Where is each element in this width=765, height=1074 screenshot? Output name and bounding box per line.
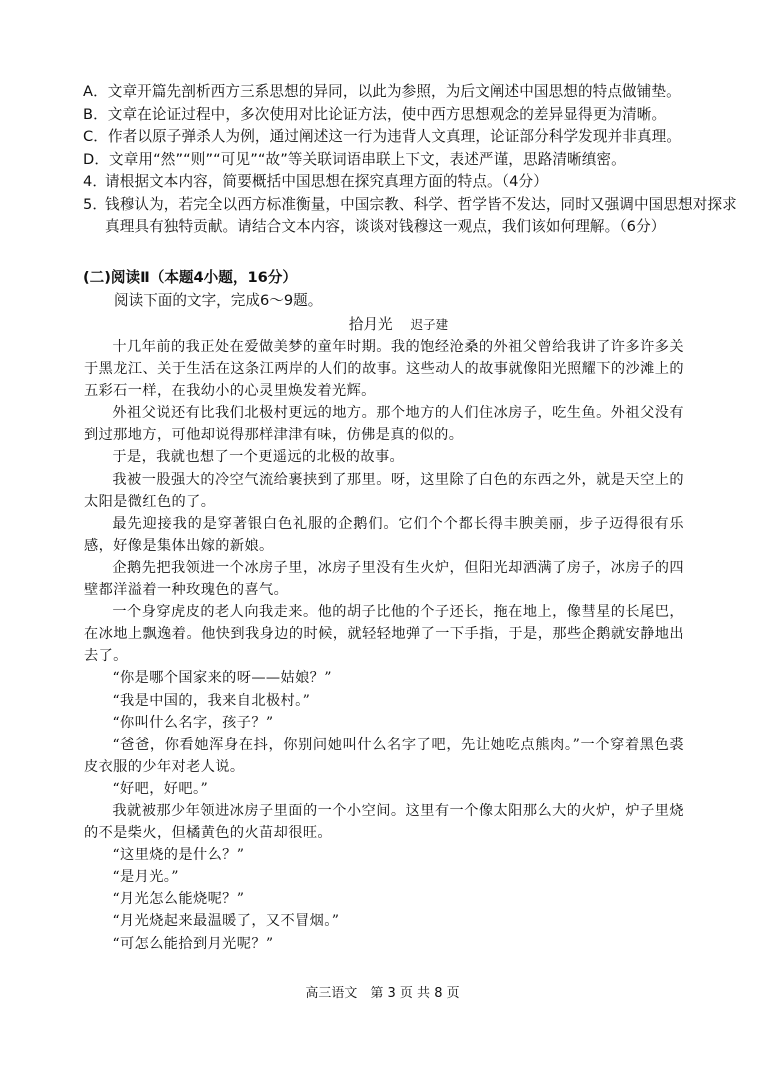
question-4 [83, 171, 743, 194]
option-b: B．文章在论证过程中，多次使用对比论证方法，使中西方思想观念的差异显得更为清晰。 [83, 105, 667, 123]
option-c: C．作者以原子弹杀人为例，通过阐述这一行为违背人文真理，论证部分科学发现并非真理。 [83, 128, 682, 145]
story-paragraph: “你叫什么名字，孩子？” [112, 714, 274, 731]
story-paragraph: 一个身穿虎皮的老人向我走来。他的胡子比他的个子还长，拖在地上，像彗星的长尾巴，在冰地上飘逸着。他快到我身边的时候，就轻轻地弹了一下手指，于是，那些企鹅就安静地出去了。 [84, 604, 684, 665]
story-paragraph: 十几年前的我正处在爱做美梦的童年时期。我的饱经沧桑的外祖父曾给我讲了许多许多关于黑龙江、关于生活在这条江两岸的人们的故事。这些动人的故事就像阳光照耀下的沙滩上的五彩石一样，在我幼小的心灵里焕发着光辉。 [84, 339, 684, 400]
story-title: 拾月光 [348, 316, 393, 333]
story-paragraph: 我就被那少年领进冰房子里面的一个小空间。这里有一个像太阳那么大的火炉，炉子里烧的不是柴火，但橘黄色的火苗却很旺。 [84, 802, 684, 842]
section-instruction: 阅读下面的文字，完成6～9题。 [114, 292, 323, 309]
story-paragraph: “这里烧的是什么？” [112, 847, 245, 864]
story-paragraph: 我被一股强大的冷空气流给裹挟到了那里。呀，这里除了白色的东西之外，就是天空上的太阳是微红色的了。 [84, 471, 684, 510]
option-d: D．文章用“然”“则”“可见”“故”等关联词语串联上下文，表述严谨，思路清晰缜密。 [83, 150, 626, 168]
page-footer: 高三语文 第 3 页 共 8 页 [305, 986, 460, 1001]
story-title-line [0, 314, 765, 336]
question-5 [83, 194, 743, 239]
story-body [84, 336, 684, 955]
story-paragraph: 最先迎接我的是穿著银白色礼服的企鹅们。它们个个都长得丰腴美丽，步子迈得很有乐感，好像是集体出嫁的新娘。 [84, 515, 684, 554]
question-number: 5． [83, 195, 108, 213]
story-paragraph: “月光怎么能烧呢？” [112, 891, 245, 908]
story-paragraph: “月光烧起来最温暖了，又不冒烟。” [112, 913, 340, 930]
story-paragraph: 于是，我就也想了一个更遥远的北极的故事。 [112, 449, 405, 466]
story-paragraph: 企鹅先把我领进一个冰房子里，冰房子里没有生火炉，但阳光却洒满了房子，冰房子的四壁都洋溢着一种玫瑰色的喜气。 [84, 559, 684, 599]
question-number: 4． [83, 173, 108, 190]
question-text: 钱穆认为，若完全以西方标准衡量，中国宗教、科学、哲学皆不发达，同时又强调中国思想对探求真理具有独特贡献。请结合文本内容，谈谈对钱穆这一观点，我们该如何理解。（6分） [105, 195, 737, 235]
story-paragraph: “你是哪个国家来的呀——姑娘？” [112, 670, 332, 687]
story-paragraph: “好吧，好吧。” [112, 780, 209, 797]
story-author: 迟子建 [410, 317, 449, 332]
options-and-questions [83, 81, 743, 239]
question-text: 请根据文本内容，简要概括中国思想在探究真理方面的特点。（4分） [105, 173, 548, 190]
option-a: A．文章开篇先剖析西方三系思想的异同，以此为参照，为后文阐述中国思想的特点做铺垫。 [83, 83, 681, 100]
section-heading: (二)阅读Ⅱ（本题4小题，16分） [83, 269, 297, 286]
story-paragraph: 外祖父说还有比我们北极村更远的地方。那个地方的人们住冰房子，吃生鱼。外祖父没有到过那地方，可他却说得那样津津有味，仿佛是真的似的。 [84, 405, 684, 444]
story-paragraph: “我是中国的，我来自北极村。” [112, 692, 311, 709]
story-paragraph: “可怎么能拾到月光呢？” [112, 935, 274, 952]
story-paragraph: “是月光。” [112, 869, 179, 886]
story-paragraph: “爸爸，你看她浑身在抖，你别问她叫什么名字了吧，先让她吃点熊肉。”一个穿着黑色裘皮衣服的少年对老人说。 [84, 736, 684, 775]
